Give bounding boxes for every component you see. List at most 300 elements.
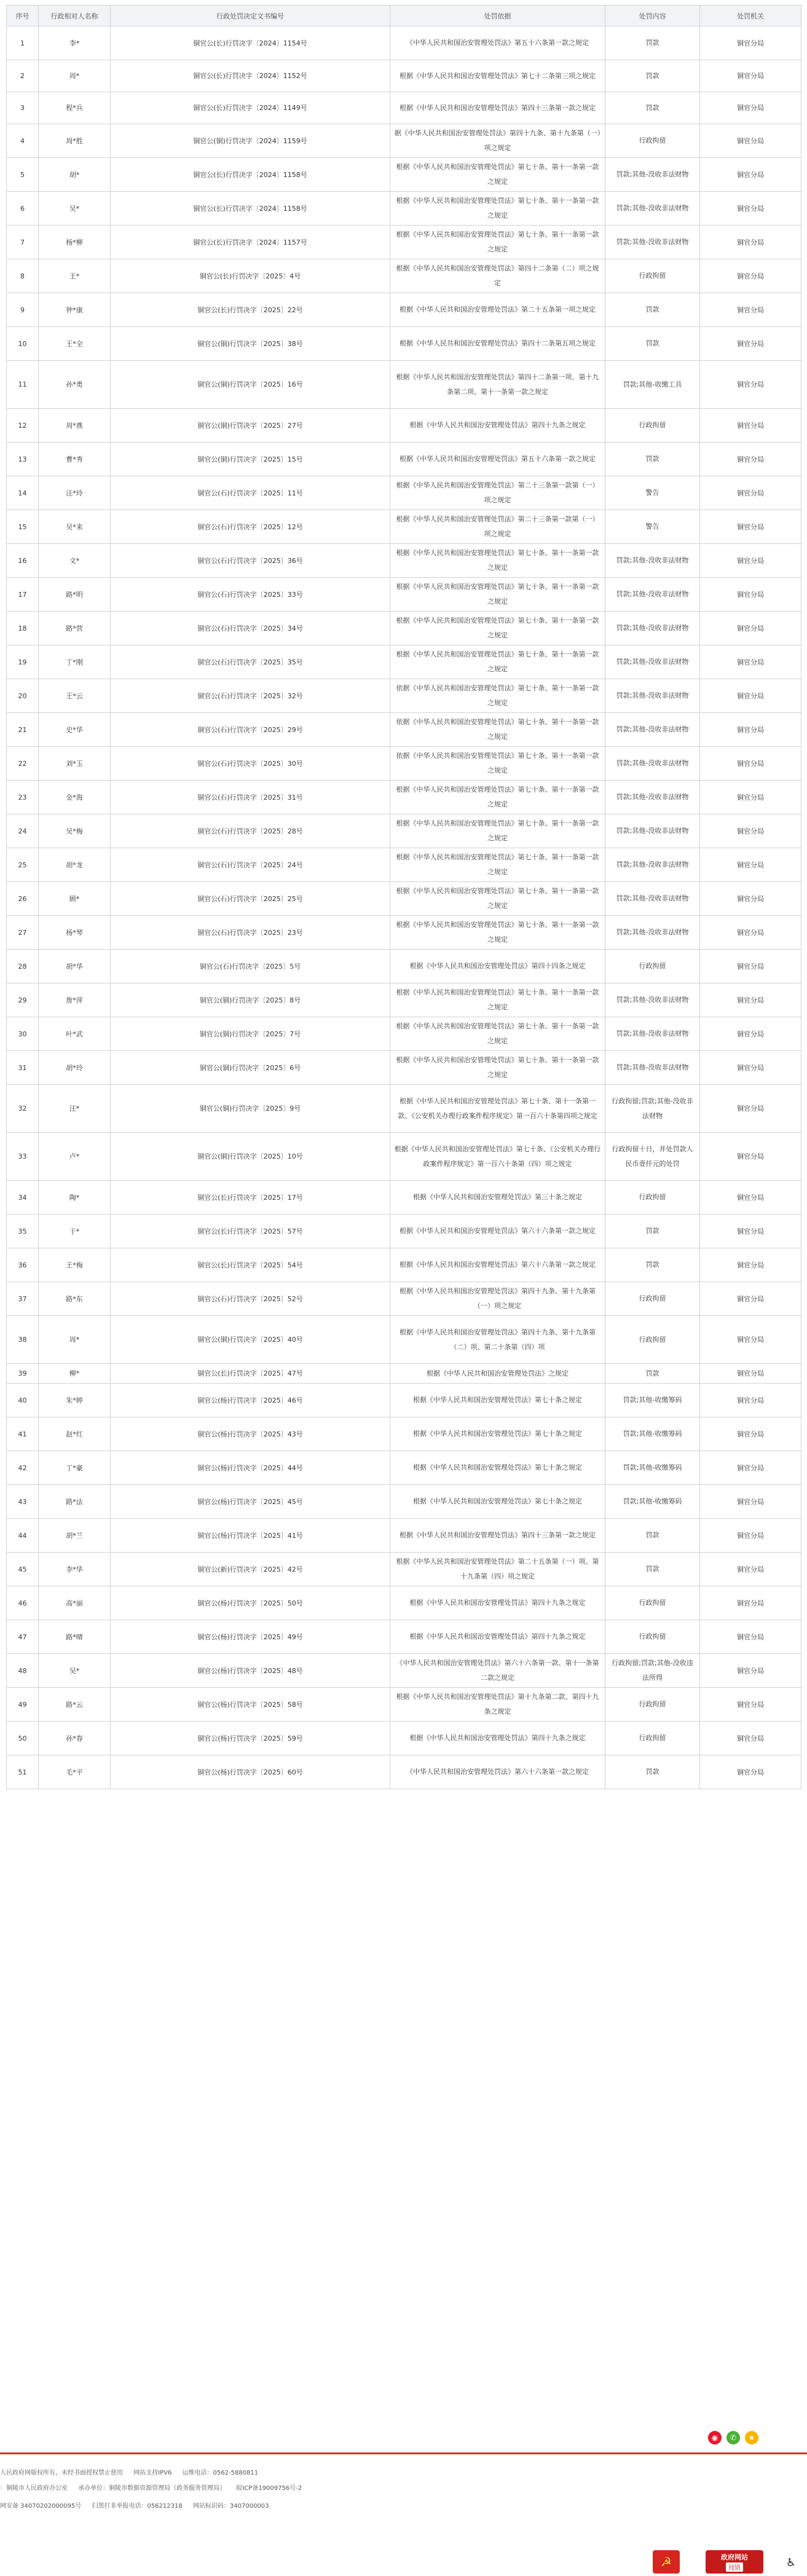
cell-authority: 铜官分局 xyxy=(700,713,801,747)
cell-content: 罚款;其他-收缴筹码 xyxy=(605,1417,700,1451)
cell-document-number: 铜官公(铜)行罚决字〔2024〕1159号 xyxy=(111,124,390,158)
table-row xyxy=(7,1017,801,1051)
cell-basis: 根据《中华人民共和国治安管理处罚法》第七十条、第十一条第一款之规定 xyxy=(390,192,605,226)
cell-document-number: 铜官公(长)行罚决字〔2025〕54号 xyxy=(111,1248,390,1282)
badge-title: 政府网站 xyxy=(721,2553,748,2561)
cell-authority: 铜官分局 xyxy=(700,1417,801,1451)
table-row xyxy=(7,443,801,476)
cell-basis: 根据《中华人民共和国治安管理处罚法》第四十三条第一款之规定 xyxy=(390,1519,605,1553)
cell-document-number: 铜官公(长)行罚决字〔2024〕1158号 xyxy=(111,192,390,226)
cell-serial: 26 xyxy=(7,882,39,916)
cell-authority: 铜官分局 xyxy=(700,612,801,645)
table-row xyxy=(7,192,801,226)
cell-party-name: 高*丽 xyxy=(39,1586,111,1620)
cell-serial: 49 xyxy=(7,1688,39,1722)
cell-party-name: 孙*勇 xyxy=(39,361,111,409)
cell-content: 罚款 xyxy=(605,293,700,327)
wheelchair-icon[interactable]: ♿ xyxy=(785,2556,797,2569)
cell-document-number: 铜官公(石)行罚决字〔2025〕36号 xyxy=(111,544,390,578)
cell-basis: 《中华人民共和国治安管理处罚法》第六十六条第一款、第十一条第二款之规定 xyxy=(390,1654,605,1688)
cell-authority: 铜官分局 xyxy=(700,1364,801,1384)
cell-basis: 根据《中华人民共和国治安管理处罚法》第七十条、第十一条第一款之规定 xyxy=(390,882,605,916)
table-row xyxy=(7,747,801,781)
report-phone: 扫黑打非举报电话：056212318 xyxy=(92,2503,183,2510)
cell-authority: 铜官分局 xyxy=(700,814,801,848)
table-row xyxy=(7,848,801,882)
cell-basis: 根据《中华人民共和国治安管理处罚法》第六十六条第一款之规定 xyxy=(390,1215,605,1248)
site-identifier: 网站标识码：3407000003 xyxy=(192,2503,269,2510)
cell-serial: 13 xyxy=(7,443,39,476)
cell-document-number: 铜官公(石)行罚决字〔2025〕23号 xyxy=(111,916,390,950)
cell-document-number: 铜官公(杨)行罚决字〔2025〕41号 xyxy=(111,1519,390,1553)
table-row xyxy=(7,679,801,713)
cell-serial: 17 xyxy=(7,578,39,612)
table-row xyxy=(7,60,801,92)
report-error-badge[interactable] xyxy=(706,2550,763,2574)
cell-serial: 33 xyxy=(7,1133,39,1181)
cell-content: 行政拘留 xyxy=(605,124,700,158)
cell-serial: 32 xyxy=(7,1085,39,1133)
cell-serial: 16 xyxy=(7,544,39,578)
table-row xyxy=(7,1451,801,1485)
cell-serial: 47 xyxy=(7,1620,39,1654)
cell-authority: 铜官分局 xyxy=(700,1181,801,1215)
cell-document-number: 铜官公(铜)行罚决字〔2025〕16号 xyxy=(111,361,390,409)
cell-content: 罚款;其他-没收非法财物 xyxy=(605,192,700,226)
cell-serial: 29 xyxy=(7,983,39,1017)
cell-document-number: 铜官公(新)行罚决字〔2025〕42号 xyxy=(111,1553,390,1586)
cell-party-name: 路*营 xyxy=(39,612,111,645)
cell-serial: 42 xyxy=(7,1451,39,1485)
footer-divider xyxy=(0,2452,807,2454)
cell-serial: 3 xyxy=(7,92,39,124)
qzone-icon[interactable]: ★ xyxy=(745,2431,758,2444)
cell-authority: 铜官分局 xyxy=(700,1384,801,1417)
cell-basis: 根据《中华人民共和国治安管理处罚法》第四十九条、第十九条第（二）项、第二十条第（四）项 xyxy=(390,1316,605,1364)
cell-document-number: 铜官公(石)行罚决字〔2025〕25号 xyxy=(111,882,390,916)
cell-serial: 35 xyxy=(7,1215,39,1248)
cell-content: 罚款;其他-收缴筹码 xyxy=(605,1485,700,1519)
penalty-table xyxy=(6,5,801,1789)
cell-authority: 铜官分局 xyxy=(700,1485,801,1519)
cell-content: 罚款;其他-没收非法财物 xyxy=(605,814,700,848)
table-row xyxy=(7,1282,801,1316)
cell-authority: 铜官分局 xyxy=(700,645,801,679)
cell-serial: 37 xyxy=(7,1282,39,1316)
table-row xyxy=(7,1586,801,1620)
cell-party-name: 钟*康 xyxy=(39,293,111,327)
cell-basis: 根据《中华人民共和国治安管理处罚法》第四十九条之规定 xyxy=(390,1620,605,1654)
cell-party-name: 詹*萍 xyxy=(39,983,111,1017)
cell-authority: 铜官分局 xyxy=(700,1688,801,1722)
cell-basis: 据《中华人民共和国治安管理处罚法》第四十九条、第十九条第（一）项之规定 xyxy=(390,124,605,158)
cell-content: 罚款;其他-没收非法财物 xyxy=(605,578,700,612)
table-header-row xyxy=(7,6,801,26)
cell-party-name: 路*明 xyxy=(39,578,111,612)
cell-serial: 50 xyxy=(7,1722,39,1755)
cell-serial: 39 xyxy=(7,1364,39,1384)
table-row xyxy=(7,1654,801,1688)
cell-authority: 铜官分局 xyxy=(700,781,801,814)
icp-license-link[interactable]: 皖ICP备19009756号-2 xyxy=(236,2485,302,2492)
cell-basis: 根据《中华人民共和国治安管理处罚法》第四十九条、第十九条第（一）项之规定 xyxy=(390,1282,605,1316)
table-row xyxy=(7,226,801,259)
cell-authority: 铜官分局 xyxy=(700,259,801,293)
cell-document-number: 铜官公(石)行罚决字〔2025〕30号 xyxy=(111,747,390,781)
cell-document-number: 铜官公(石)行罚决字〔2025〕11号 xyxy=(111,476,390,510)
cell-content: 罚款;其他-没收非法财物 xyxy=(605,544,700,578)
table-row xyxy=(7,409,801,443)
cell-basis: 根据《中华人民共和国治安管理处罚法》第七十条、第十一条第一款之规定 xyxy=(390,1051,605,1085)
cell-serial: 10 xyxy=(7,327,39,361)
header-party-name: 行政相对人名称 xyxy=(39,6,111,26)
badge-subtitle: 找错 xyxy=(726,2562,743,2572)
cell-document-number: 铜官公(长)行罚决字〔2025〕17号 xyxy=(111,1181,390,1215)
cell-document-number: 铜官公(铜)行罚决字〔2025〕15号 xyxy=(111,443,390,476)
cell-document-number: 铜官公(长)行罚决字〔2024〕1152号 xyxy=(111,60,390,92)
cell-serial: 36 xyxy=(7,1248,39,1282)
cell-document-number: 铜官公(长)行罚决字〔2025〕57号 xyxy=(111,1215,390,1248)
cell-party-name: 胡*玲 xyxy=(39,1051,111,1085)
cell-party-name: 李*华 xyxy=(39,1553,111,1586)
cell-authority: 铜官分局 xyxy=(700,882,801,916)
cell-basis: 根据《中华人民共和国治安管理处罚法》第七十条、第十一条第一款之规定 xyxy=(390,1017,605,1051)
cell-party-name: 路*晴 xyxy=(39,1620,111,1654)
table-row xyxy=(7,814,801,848)
table-row xyxy=(7,26,801,60)
header-penalty-content: 处罚内容 xyxy=(605,6,700,26)
cell-serial: 8 xyxy=(7,259,39,293)
cell-document-number: 铜官公(杨)行罚决字〔2025〕44号 xyxy=(111,1451,390,1485)
cell-content: 行政拘留 xyxy=(605,1620,700,1654)
cell-authority: 铜官分局 xyxy=(700,158,801,192)
cell-party-name: 丁*豪 xyxy=(39,1451,111,1485)
cell-party-name: 胡*龙 xyxy=(39,848,111,882)
cell-basis: 根据《中华人民共和国治安管理处罚法》第七十条、《公安机关办理行政案件程序规定》第一百六十条第（四）项之规定 xyxy=(390,1133,605,1181)
cell-serial: 7 xyxy=(7,226,39,259)
cell-document-number: 铜官公(杨)行罚决字〔2025〕50号 xyxy=(111,1586,390,1620)
cell-serial: 31 xyxy=(7,1051,39,1085)
cell-content: 罚款;其他-没收非法财物 xyxy=(605,645,700,679)
cell-authority: 铜官分局 xyxy=(700,1722,801,1755)
cell-party-name: 胡*兰 xyxy=(39,1519,111,1553)
cell-party-name: 王* xyxy=(39,259,111,293)
cell-authority: 铜官分局 xyxy=(700,1316,801,1364)
cell-serial: 6 xyxy=(7,192,39,226)
cell-serial: 5 xyxy=(7,158,39,192)
table-row xyxy=(7,476,801,510)
cell-party-name: 叶*武 xyxy=(39,1017,111,1051)
table-row xyxy=(7,612,801,645)
cell-basis: 根据《中华人民共和国治安管理处罚法》第四十九条之规定 xyxy=(390,409,605,443)
share-bar xyxy=(708,2431,758,2444)
table-row xyxy=(7,327,801,361)
cell-content: 行政拘留 xyxy=(605,1722,700,1755)
cell-party-name: 丁*刚 xyxy=(39,645,111,679)
table-row xyxy=(7,713,801,747)
cell-authority: 铜官分局 xyxy=(700,226,801,259)
cell-party-name: 杨*琴 xyxy=(39,916,111,950)
cell-party-name: 王*云 xyxy=(39,679,111,713)
cell-party-name: 周* xyxy=(39,60,111,92)
cell-serial: 1 xyxy=(7,26,39,60)
cell-authority: 铜官分局 xyxy=(700,1133,801,1181)
cell-document-number: 铜官公(铜)行罚决字〔2025〕40号 xyxy=(111,1316,390,1364)
cell-authority: 铜官分局 xyxy=(700,679,801,713)
cell-content: 行政拘留 xyxy=(605,1586,700,1620)
cell-content: 罚款;其他-收缴工具 xyxy=(605,361,700,409)
cell-party-name: 毛*平 xyxy=(39,1755,111,1789)
cell-document-number: 铜官公(长)行罚决字〔2024〕1157号 xyxy=(111,226,390,259)
cell-serial: 22 xyxy=(7,747,39,781)
cell-content: 罚款 xyxy=(605,327,700,361)
table-row xyxy=(7,983,801,1017)
cell-party-name: 吴*梅 xyxy=(39,814,111,848)
cell-authority: 铜官分局 xyxy=(700,1620,801,1654)
header-document-number: 行政处罚决定文书编号 xyxy=(111,6,390,26)
cell-document-number: 铜官公(石)行罚决字〔2025〕34号 xyxy=(111,612,390,645)
cell-serial: 15 xyxy=(7,510,39,544)
table-row xyxy=(7,950,801,983)
cell-authority: 铜官分局 xyxy=(700,510,801,544)
cell-basis: 根据《中华人民共和国治安管理处罚法》第七十条、第十一条第一款之规定 xyxy=(390,544,605,578)
cell-authority: 铜官分局 xyxy=(700,1085,801,1133)
cell-document-number: 铜官公(杨)行罚决字〔2025〕59号 xyxy=(111,1722,390,1755)
cell-authority: 铜官分局 xyxy=(700,192,801,226)
cell-authority: 铜官分局 xyxy=(700,1654,801,1688)
cell-document-number: 铜官公(铜)行罚决字〔2025〕38号 xyxy=(111,327,390,361)
weibo-icon[interactable]: ◉ xyxy=(708,2431,722,2444)
cell-authority: 铜官分局 xyxy=(700,848,801,882)
cell-content: 罚款 xyxy=(605,1755,700,1789)
party-government-badge[interactable] xyxy=(653,2550,680,2574)
cell-authority: 铜官分局 xyxy=(700,1248,801,1282)
cell-serial: 24 xyxy=(7,814,39,848)
cell-authority: 铜官分局 xyxy=(700,1051,801,1085)
cell-basis: 根据《中华人民共和国治安管理处罚法》第七十条之规定 xyxy=(390,1485,605,1519)
cell-authority: 铜官分局 xyxy=(700,916,801,950)
cell-basis: 根据《中华人民共和国治安管理处罚法》第七十条之规定 xyxy=(390,1417,605,1451)
cell-authority: 铜官分局 xyxy=(700,544,801,578)
cell-content: 行政拘留 xyxy=(605,259,700,293)
ipv6-text: 网站支持IPV6 xyxy=(133,2470,172,2476)
cell-basis: 根据《中华人民共和国治安管理处罚法》第三十条之规定 xyxy=(390,1181,605,1215)
cell-content: 罚款;其他-没收非法财物 xyxy=(605,713,700,747)
cell-basis: 根据《中华人民共和国治安管理处罚法》第四十九条之规定 xyxy=(390,1586,605,1620)
cell-serial: 4 xyxy=(7,124,39,158)
cell-party-name: 卢* xyxy=(39,1133,111,1181)
cell-basis: 根据《中华人民共和国治安管理处罚法》第七十条、第十一条第一款之规定 xyxy=(390,781,605,814)
maintenance-phone: 运维电话：0562-5880811 xyxy=(182,2470,259,2476)
cell-authority: 铜官分局 xyxy=(700,1755,801,1789)
cell-serial: 46 xyxy=(7,1586,39,1620)
header-serial: 序号 xyxy=(7,6,39,26)
cell-content: 罚款;其他-没收非法财物 xyxy=(605,848,700,882)
table-row xyxy=(7,124,801,158)
cell-basis: 根据《中华人民共和国治安管理处罚法》第六十六条第一款之规定 xyxy=(390,1248,605,1282)
cell-authority: 铜官分局 xyxy=(700,950,801,983)
table-row xyxy=(7,544,801,578)
cell-authority: 铜官分局 xyxy=(700,361,801,409)
cell-content: 罚款 xyxy=(605,1364,700,1384)
cell-basis: 根据《中华人民共和国治安管理处罚法》第四十二条第（二）项之规定 xyxy=(390,259,605,293)
cell-basis: 根据《中华人民共和国治安管理处罚法》第四十四条之规定 xyxy=(390,950,605,983)
cell-basis: 根据《中华人民共和国治安管理处罚法》第七十二条第三项之规定 xyxy=(390,60,605,92)
cell-content: 行政拘留十日，并处罚款人民币壹仟元的处罚 xyxy=(605,1133,700,1181)
footer-copyright-line xyxy=(0,2467,267,2476)
cell-content: 罚款 xyxy=(605,60,700,92)
cell-serial: 12 xyxy=(7,409,39,443)
cell-authority: 铜官分局 xyxy=(700,60,801,92)
cell-document-number: 铜官公(铜)行罚决字〔2025〕6号 xyxy=(111,1051,390,1085)
cell-content: 罚款;其他-没收非法财物 xyxy=(605,1017,700,1051)
cell-serial: 30 xyxy=(7,1017,39,1051)
cell-serial: 48 xyxy=(7,1654,39,1688)
wechat-icon[interactable]: ✆ xyxy=(726,2431,740,2444)
cell-basis: 根据《中华人民共和国治安管理处罚法》第二十五条第（一）项、第十九条第（四）项之规定 xyxy=(390,1553,605,1586)
cell-party-name: 周*燕 xyxy=(39,409,111,443)
table-row xyxy=(7,1485,801,1519)
cell-content: 罚款;其他-没收非法财物 xyxy=(605,983,700,1017)
table-row xyxy=(7,1133,801,1181)
cell-document-number: 铜官公(石)行罚决字〔2025〕29号 xyxy=(111,713,390,747)
cell-basis: 根据《中华人民共和国治安管理处罚法》第七十条、第十一条第一款、《公安机关办理行政案件程序规定》第一百六十条第四项之规定 xyxy=(390,1085,605,1133)
cell-document-number: 铜官公(长)行罚决字〔2025〕47号 xyxy=(111,1364,390,1384)
table-row xyxy=(7,1417,801,1451)
table-row xyxy=(7,1755,801,1789)
table-row xyxy=(7,1553,801,1586)
cell-serial: 51 xyxy=(7,1755,39,1789)
cell-authority: 铜官分局 xyxy=(700,1553,801,1586)
cell-serial: 28 xyxy=(7,950,39,983)
cell-basis: 根据《中华人民共和国治安管理处罚法》第二十三条第一款第（一）项之规定 xyxy=(390,476,605,510)
cell-document-number: 铜官公(杨)行罚决字〔2025〕46号 xyxy=(111,1384,390,1417)
cell-party-name: 文* xyxy=(39,544,111,578)
cell-serial: 45 xyxy=(7,1553,39,1586)
table-row xyxy=(7,781,801,814)
cell-party-name: 孙*春 xyxy=(39,1722,111,1755)
cell-party-name: 柳* xyxy=(39,1364,111,1384)
cell-party-name: 路*东 xyxy=(39,1282,111,1316)
table-row xyxy=(7,92,801,124)
cell-authority: 铜官分局 xyxy=(700,409,801,443)
cell-party-name: 王*全 xyxy=(39,327,111,361)
cell-party-name: 吴* xyxy=(39,192,111,226)
cell-party-name: 刘*玉 xyxy=(39,747,111,781)
table-row xyxy=(7,1051,801,1085)
cell-document-number: 铜官公(石)行罚决字〔2025〕12号 xyxy=(111,510,390,544)
cell-content: 罚款;其他-没收非法财物 xyxy=(605,612,700,645)
cell-serial: 25 xyxy=(7,848,39,882)
cell-serial: 18 xyxy=(7,612,39,645)
cell-serial: 21 xyxy=(7,713,39,747)
cell-party-name: 程*兵 xyxy=(39,92,111,124)
cell-basis: 根据《中华人民共和国治安管理处罚法》第七十条、第十一条第一款之规定 xyxy=(390,814,605,848)
cell-basis: 根据《中华人民共和国治安管理处罚法》第二十三条第一款第（一）项之规定 xyxy=(390,510,605,544)
cell-basis: 根据《中华人民共和国治安管理处罚法》第四十三条第一款之规定 xyxy=(390,92,605,124)
cell-document-number: 铜官公(杨)行罚决字〔2025〕60号 xyxy=(111,1755,390,1789)
cell-document-number: 铜官公(长)行罚决字〔2025〕4号 xyxy=(111,259,390,293)
cell-party-name: 于* xyxy=(39,1215,111,1248)
cell-content: 罚款;其他-没收非法财物 xyxy=(605,679,700,713)
cell-content: 行政拘留;罚款;其他-没收违法所得 xyxy=(605,1654,700,1688)
table-row xyxy=(7,361,801,409)
cell-serial: 27 xyxy=(7,916,39,950)
cell-basis: 根据《中华人民共和国治安管理处罚法》第七十条、第十一条第一款之规定 xyxy=(390,612,605,645)
police-record-link[interactable]: 网安备 34070202000095号 xyxy=(0,2503,82,2510)
cell-serial: 14 xyxy=(7,476,39,510)
cell-basis: 根据《中华人民共和国治安管理处罚法》第二十五条第一项之规定 xyxy=(390,293,605,327)
cell-authority: 铜官分局 xyxy=(700,983,801,1017)
cell-basis: 根据《中华人民共和国治安管理处罚法》第七十条、第十一条第一款之规定 xyxy=(390,916,605,950)
cell-authority: 铜官分局 xyxy=(700,476,801,510)
cell-party-name: 史*华 xyxy=(39,713,111,747)
cell-party-name: 路*法 xyxy=(39,1485,111,1519)
cell-content: 罚款 xyxy=(605,1519,700,1553)
table-row xyxy=(7,1316,801,1364)
cell-authority: 铜官分局 xyxy=(700,1586,801,1620)
header-penalty-authority: 处罚机关 xyxy=(700,6,801,26)
cell-authority: 铜官分局 xyxy=(700,747,801,781)
cell-basis: 《中华人民共和国治安管理处罚法》第五十六条第一款之规定 xyxy=(390,26,605,60)
cell-document-number: 铜官公(杨)行罚决字〔2025〕48号 xyxy=(111,1654,390,1688)
cell-document-number: 铜官公(石)行罚决字〔2025〕33号 xyxy=(111,578,390,612)
cell-serial: 43 xyxy=(7,1485,39,1519)
cell-content: 罚款;其他-收缴筹码 xyxy=(605,1384,700,1417)
cell-document-number: 铜官公(石)行罚决字〔2025〕32号 xyxy=(111,679,390,713)
cell-document-number: 铜官公(杨)行罚决字〔2025〕49号 xyxy=(111,1620,390,1654)
cell-authority: 铜官分局 xyxy=(700,578,801,612)
cell-content: 罚款 xyxy=(605,1248,700,1282)
cell-party-name: 周* xyxy=(39,1316,111,1364)
table-row xyxy=(7,645,801,679)
cell-basis: 根据《中华人民共和国治安管理处罚法》第七十条、第十一条第一款之规定 xyxy=(390,226,605,259)
cell-basis: 根据《中华人民共和国治安管理处罚法》第十九条第二款、第四十九条之规定 xyxy=(390,1688,605,1722)
cell-authority: 铜官分局 xyxy=(700,92,801,124)
cell-authority: 铜官分局 xyxy=(700,124,801,158)
header-penalty-basis: 处罚依据 xyxy=(390,6,605,26)
cell-party-name: 吴*来 xyxy=(39,510,111,544)
cell-document-number: 铜官公(长)行罚决字〔2024〕1149号 xyxy=(111,92,390,124)
cell-party-name: 胡* xyxy=(39,158,111,192)
cell-document-number: 铜官公(铜)行罚决字〔2025〕27号 xyxy=(111,409,390,443)
cell-content: 罚款 xyxy=(605,1553,700,1586)
table-row xyxy=(7,259,801,293)
cell-document-number: 铜官公(长)行罚决字〔2025〕22号 xyxy=(111,293,390,327)
cell-party-name: 赵*红 xyxy=(39,1417,111,1451)
table-row xyxy=(7,510,801,544)
cell-serial: 23 xyxy=(7,781,39,814)
cell-content: 行政拘留 xyxy=(605,950,700,983)
cell-document-number: 铜官公(石)行罚决字〔2025〕28号 xyxy=(111,814,390,848)
copyright-text: 人民政府网版权所有，未经书面授权禁止使用 xyxy=(0,2470,123,2476)
cell-content: 罚款 xyxy=(605,92,700,124)
table-row xyxy=(7,1248,801,1282)
cell-content: 罚款;其他-没收非法财物 xyxy=(605,226,700,259)
cell-party-name: 吴* xyxy=(39,1654,111,1688)
cell-serial: 19 xyxy=(7,645,39,679)
cell-document-number: 铜官公(铜)行罚决字〔2025〕7号 xyxy=(111,1017,390,1051)
cell-serial: 2 xyxy=(7,60,39,92)
table-row xyxy=(7,1519,801,1553)
cell-document-number: 铜官公(石)行罚决字〔2025〕52号 xyxy=(111,1282,390,1316)
cell-basis: 根据《中华人民共和国治安管理处罚法》之规定 xyxy=(390,1364,605,1384)
cell-authority: 铜官分局 xyxy=(700,1519,801,1553)
table-row xyxy=(7,916,801,950)
cell-serial: 11 xyxy=(7,361,39,409)
host-organization: ：铜陵市人民政府办公室 xyxy=(0,2485,68,2492)
cell-basis: 《中华人民共和国治安管理处罚法》第六十六条第一款之规定 xyxy=(390,1755,605,1789)
